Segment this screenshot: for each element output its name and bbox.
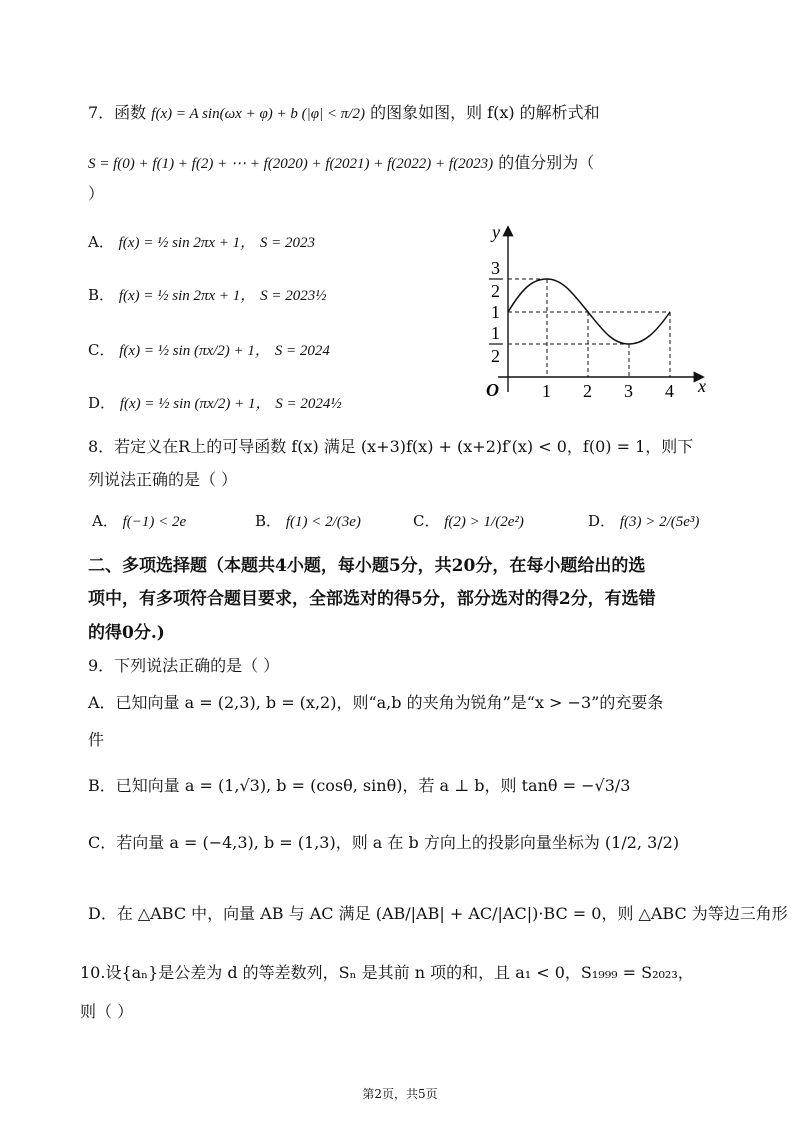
q7-option-d bbox=[88, 393, 342, 414]
option-expr: f(x) = ½ sin (πx/2) + 1， bbox=[119, 396, 271, 412]
q9-option-c: C．若向量 a = (−4,3), b = (1,3)，则 a 在 b 方向上的投影向量坐标为 (1/2, 3/2) bbox=[88, 833, 680, 852]
q7-function-graph bbox=[470, 222, 720, 404]
q8-option-c bbox=[413, 511, 524, 532]
option-sum: S = 2024 bbox=[274, 343, 330, 359]
option-expr: f(2) > 1/(2e²) bbox=[444, 514, 524, 530]
q7-line2 bbox=[88, 153, 594, 174]
option-label: D． bbox=[588, 512, 616, 530]
q8-line1: 8．若定义在R上的可导函数 f(x) 满足 (x+3)f(x) + (x+2)f′(x) < 0，f(0) = 1，则下 bbox=[88, 437, 694, 456]
x-tick-4: 4 bbox=[665, 381, 674, 401]
q7-line1 bbox=[88, 103, 600, 124]
option-expr: f(−1) < 2e bbox=[122, 514, 187, 530]
svg-text:3: 3 bbox=[491, 258, 500, 278]
option-label: B． bbox=[88, 286, 115, 304]
q10-line1: 10.设{aₙ}是公差为 d 的等差数列，Sₙ 是其前 n 项的和，且 a₁ < 0，S₁₉₉₉ = S₂₀₂₃， bbox=[80, 963, 694, 982]
q10-line2: 则（ ） bbox=[80, 1002, 134, 1021]
x-tick-1: 1 bbox=[542, 381, 551, 401]
q7-prefix: 7．函数 bbox=[88, 103, 147, 122]
origin-label: O bbox=[486, 380, 499, 400]
option-label: C． bbox=[413, 512, 440, 530]
svg-text:2: 2 bbox=[491, 346, 500, 366]
q8-line2: 列说法正确的是（ ） bbox=[88, 470, 238, 489]
svg-text:1: 1 bbox=[491, 323, 500, 343]
option-sum: S = 2024½ bbox=[275, 396, 342, 412]
q7-line1-suffix: 的图象如图，则 f(x) 的解析式和 bbox=[370, 103, 600, 122]
option-expr: f(x) = ½ sin (πx/2) + 1， bbox=[119, 343, 270, 359]
x-tick-2: 2 bbox=[583, 381, 592, 401]
section2-line1: 二、多项选择题（本题共4小题，每小题5分，共20分，在每小题给出的选 bbox=[88, 556, 646, 576]
q7-line3: ） bbox=[88, 184, 105, 203]
option-sum: S = 2023 bbox=[259, 235, 316, 251]
option-label: B． bbox=[255, 512, 282, 530]
option-expr: f(1) < 2/(3e) bbox=[285, 514, 361, 530]
option-expr: f(3) > 2/(5e³) bbox=[619, 514, 700, 530]
q7-option-b bbox=[88, 285, 326, 306]
y-tick-3-2 bbox=[489, 258, 503, 301]
guide-lines bbox=[508, 279, 670, 377]
q9-option-d: D．在 △ABC 中，向量 AB 与 AC 满足 (AB/|AB| + AC/|AC|)·BC = 0，则 △ABC 为等边三角形 bbox=[88, 904, 788, 923]
q7-option-c bbox=[88, 340, 330, 361]
option-label: C． bbox=[88, 341, 115, 359]
y-tick-1: 1 bbox=[491, 302, 500, 322]
q8-option-b bbox=[255, 511, 361, 532]
q9-option-a-line2: 件 bbox=[88, 730, 105, 749]
section2-line3: 的得0分.) bbox=[88, 623, 165, 643]
option-sum: S = 2023½ bbox=[260, 288, 327, 304]
q8-option-a bbox=[92, 511, 186, 532]
q8-option-d bbox=[588, 511, 699, 532]
q9-option-a-line1: A．已知向量 a = (2,3), b = (x,2)，则“a,b 的夹角为锐角”是“x > −3”的充要条 bbox=[88, 693, 664, 712]
x-tick-3: 3 bbox=[624, 381, 633, 401]
q9-stem: 9．下列说法正确的是（ ） bbox=[88, 656, 280, 675]
page-footer: 第2页，共5页 bbox=[362, 1087, 438, 1101]
section2-line2: 项中，有多项符合题目要求，全部选对的得5分，部分选对的得2分，有选错 bbox=[88, 589, 656, 609]
option-label: A． bbox=[88, 233, 114, 251]
q7-sum-formula: S = f(0) + f(1) + f(2) + ⋯ + f(2020) + f(2021) + f(2022) + f(2023) bbox=[88, 156, 494, 172]
q7-option-a bbox=[88, 232, 315, 253]
option-expr: f(x) = ½ sin 2πx + 1， bbox=[118, 235, 256, 251]
svg-text:2: 2 bbox=[491, 281, 500, 301]
option-expr: f(x) = ½ sin 2πx + 1， bbox=[118, 288, 256, 304]
option-label: D． bbox=[88, 394, 116, 412]
q9-option-b: B．已知向量 a = (1,√3), b = (cosθ, sinθ)，若 a ⊥ b，则 tanθ = −√3/3 bbox=[88, 776, 631, 795]
option-label: A． bbox=[92, 512, 118, 530]
q7-function-formula: f(x) = A sin(ωx + φ) + b (|φ| < π/2) bbox=[151, 106, 365, 122]
y-tick-1-2 bbox=[489, 323, 503, 366]
q7-line2-suffix: 的值分别为（ bbox=[498, 153, 595, 172]
x-axis-label: x bbox=[698, 376, 706, 396]
y-axis-label: y bbox=[492, 222, 500, 242]
